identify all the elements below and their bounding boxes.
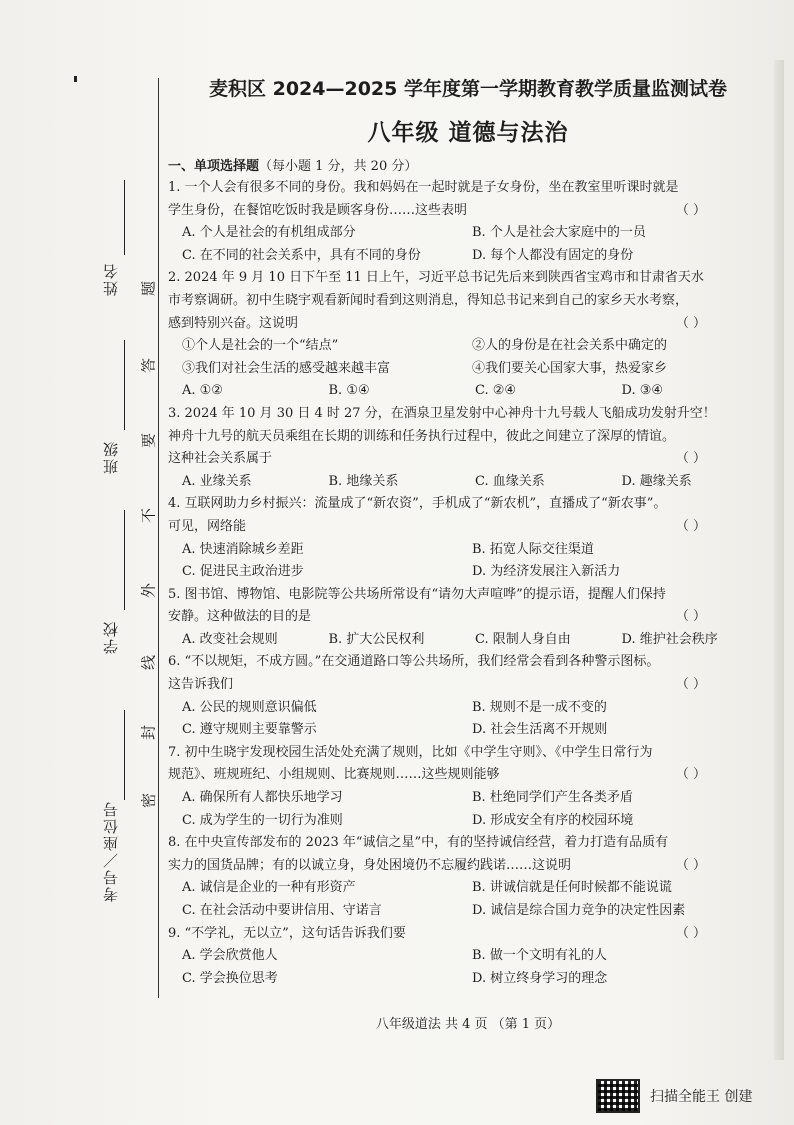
question-stem: 6. “不以规矩，不成方圆。”在交通道路口等公共场所，我们经常会看到各种警示图标。 — [168, 654, 660, 670]
question-stem: 神舟十九号的航天员乘组在长期的训练和任务执行过程中，彼此之间建立了深厚的情谊。 — [168, 428, 676, 444]
statement: ①个人是社会的一个“结点” — [182, 338, 339, 354]
seal-char: 封 — [139, 725, 158, 741]
exam-subtitle: 八年级 道德与法治 — [367, 120, 569, 146]
option-b: B. 讲诚信就是任何时候都不能说谎 — [472, 880, 672, 896]
question-2 — [168, 267, 768, 403]
question-stem: 学生身份，在餐馆吃饭时我是顾客身份……这些表明 — [168, 202, 468, 218]
question-3 — [168, 403, 768, 493]
statement: ③我们对社会生活的感受越来越丰富 — [182, 360, 391, 376]
question-9 — [168, 923, 768, 991]
question-stem: 感到特别兴奋。这说明 — [168, 315, 299, 331]
option-a: A. 业缘关系 — [182, 473, 252, 489]
question-stem: 这告诉我们 — [168, 677, 234, 693]
option-a: A. 快速消除城乡差距 — [182, 541, 304, 557]
option-c: C. 成为学生的一切行为准则 — [182, 812, 343, 828]
statement: ②人的身份是在社会关系中确定的 — [472, 338, 668, 354]
answer-paren: （ ） — [675, 315, 706, 331]
question-stem: 规范》、班规班纪、小组规则、比赛规则……这些规则能够 — [168, 767, 500, 783]
option-c: C. 在社会活动中要讲信用、守诺言 — [182, 903, 382, 918]
question-stem: 7. 初中生晓宇发现校园生活处处充满了规则，比如《中学生守则》、《中学生日常行为 — [168, 744, 653, 760]
scanner-watermark — [596, 1079, 752, 1113]
option-a: A. 公民的规则意识偏低 — [182, 699, 317, 715]
field-class-line — [124, 340, 125, 430]
option-d: D. 形成安全有序的校园环境 — [472, 812, 634, 828]
field-class: 班级 — [102, 440, 120, 474]
option-c: C. 促进民主政治进步 — [182, 564, 304, 580]
option-d: D. 趣缘关系 — [621, 473, 692, 489]
watermark-text: 扫描全能王 创建 — [650, 1089, 753, 1105]
answer-paren: （ ） — [675, 202, 706, 218]
question-stem: 这种社会关系属于 — [168, 451, 273, 467]
question-stem: 市考察调研。初中生晓宇观看新闻时看到这则消息，得知总书记来到自己的家乡天水考察， — [168, 292, 689, 308]
field-school: 学校 — [102, 620, 120, 654]
seal-char: 密 — [139, 793, 158, 809]
section-heading — [168, 155, 417, 174]
option-c: C. 在不同的社会关系中，具有不同的身份 — [182, 247, 421, 263]
field-exam-number: 考号／座位号 — [102, 800, 120, 902]
seal-char: 题 — [139, 281, 158, 297]
option-b: B. 个人是社会大家庭中的一员 — [472, 225, 646, 241]
field-exam-number-line — [124, 710, 125, 800]
option-d: D. 维护社会秩序 — [621, 631, 718, 647]
option-d: D. 为经济发展注入新活力 — [472, 564, 621, 580]
field-name-line — [124, 180, 125, 255]
question-5 — [168, 584, 768, 652]
question-stem: 可见，网络能 — [168, 518, 247, 534]
statement: ④我们要关心国家大事，热爱家乡 — [472, 360, 668, 376]
option-b: B. 地缘关系 — [328, 473, 399, 489]
option-b: B. 杜绝同学们产生各类矛盾 — [472, 790, 633, 806]
field-name: 姓名 — [102, 262, 120, 296]
answer-paren: （ ） — [675, 451, 706, 467]
page-footer: 八年级道法 共 4 页 （第 1 页） — [375, 1017, 561, 1032]
option-d: D. 诚信是综合国力竞争的决定性因素 — [472, 903, 686, 918]
binding-line — [158, 78, 159, 998]
answer-paren: （ ） — [675, 925, 706, 941]
question-stem: 3. 2024 年 10 月 30 日 4 时 27 分，在酒泉卫星发射中心神舟十九号载人飞船成功发射升空！ — [168, 405, 716, 421]
section-note: （每小题 1 分，共 20 分） — [259, 159, 418, 174]
question-8 — [168, 832, 768, 922]
option-b: B. 规则不是一成不变的 — [472, 699, 607, 715]
seal-char: 要 — [139, 433, 158, 449]
option-c: C. 血缘关系 — [475, 473, 545, 489]
option-a: A. 学会欣赏他人 — [182, 948, 278, 964]
qr-code-icon — [596, 1079, 640, 1113]
question-list — [168, 177, 768, 990]
corner-mark — [74, 76, 77, 82]
seal-char: 不 — [139, 508, 158, 524]
question-6 — [168, 651, 768, 741]
option-d: D. ③④ — [621, 383, 664, 399]
answer-paren: （ ） — [675, 518, 706, 534]
option-b: B. 做一个文明有礼的人 — [472, 948, 607, 964]
option-a: A. ①② — [182, 383, 223, 399]
section-title: 一、单项选择题 — [168, 159, 260, 174]
option-c: C. 学会换位思考 — [182, 970, 278, 986]
answer-paren: （ ） — [675, 857, 706, 873]
option-b: B. 扩大公民权利 — [328, 631, 425, 647]
answer-paren: （ ） — [675, 609, 706, 625]
option-c: C. 遵守规则主要靠警示 — [182, 722, 317, 738]
question-1 — [168, 177, 768, 267]
question-stem: 9. “不学礼，无以立”，这句话告诉我们要 — [168, 925, 406, 941]
answer-paren: （ ） — [675, 767, 706, 783]
question-stem: 8. 在中央宣传部发布的 2023 年“诚信之星”中，有的坚持诚信经营，着力打造有品质有 — [168, 835, 669, 851]
seal-char: 线 — [139, 655, 158, 671]
option-a: A. 诚信是企业的一种有形资产 — [182, 880, 356, 896]
question-stem: 1. 一个人会有很多不同的身份。我和妈妈在一起时就是子女身份，坐在教室里听课时就是 — [168, 180, 679, 195]
option-a: A. 改变社会规则 — [182, 631, 278, 647]
option-c: C. 限制人身自由 — [475, 631, 571, 647]
option-a: A. 个人是社会的有机组成部分 — [182, 225, 356, 241]
question-stem: 4. 互联网助力乡村振兴：流量成了“新农资”，手机成了“新农机”，直播成了“新农事”。 — [168, 496, 667, 512]
question-stem: 实力的国货品牌；有的以诚立身，身处困境仍不忘履约践诺……这说明 — [168, 857, 572, 873]
question-stem: 2. 2024 年 9 月 10 日下午至 11 日上午，习近平总书记先后来到陕西省宝鸡市和甘肃省天水 — [168, 270, 704, 286]
question-stem: 安静。这种做法的目的是 — [168, 609, 312, 625]
seal-char: 答 — [139, 358, 158, 374]
answer-paren: （ ） — [675, 677, 706, 693]
option-a: A. 确保所有人都快乐地学习 — [182, 790, 343, 806]
question-7 — [168, 742, 768, 832]
question-stem: 5. 图书馆、博物馆、电影院等公共场所常设有“请勿大声喧哗”的提示语，提醒人们保持 — [168, 586, 666, 602]
option-d: D. 社会生活离不开规则 — [472, 722, 608, 738]
field-school-line — [124, 510, 125, 610]
question-4 — [168, 493, 768, 583]
page-edge-shadow — [774, 60, 784, 1060]
option-b: B. 拓宽人际交往渠道 — [472, 541, 594, 557]
seal-char: 外 — [139, 583, 158, 599]
exam-title: 麦积区 2024—2025 学年度第一学期教育教学质量监测试卷 — [209, 78, 727, 100]
option-d: D. 每个人都没有固定的身份 — [472, 247, 634, 263]
option-d: D. 树立终身学习的理念 — [472, 970, 608, 986]
option-c: C. ②④ — [475, 383, 517, 399]
option-b: B. ①④ — [328, 383, 370, 399]
